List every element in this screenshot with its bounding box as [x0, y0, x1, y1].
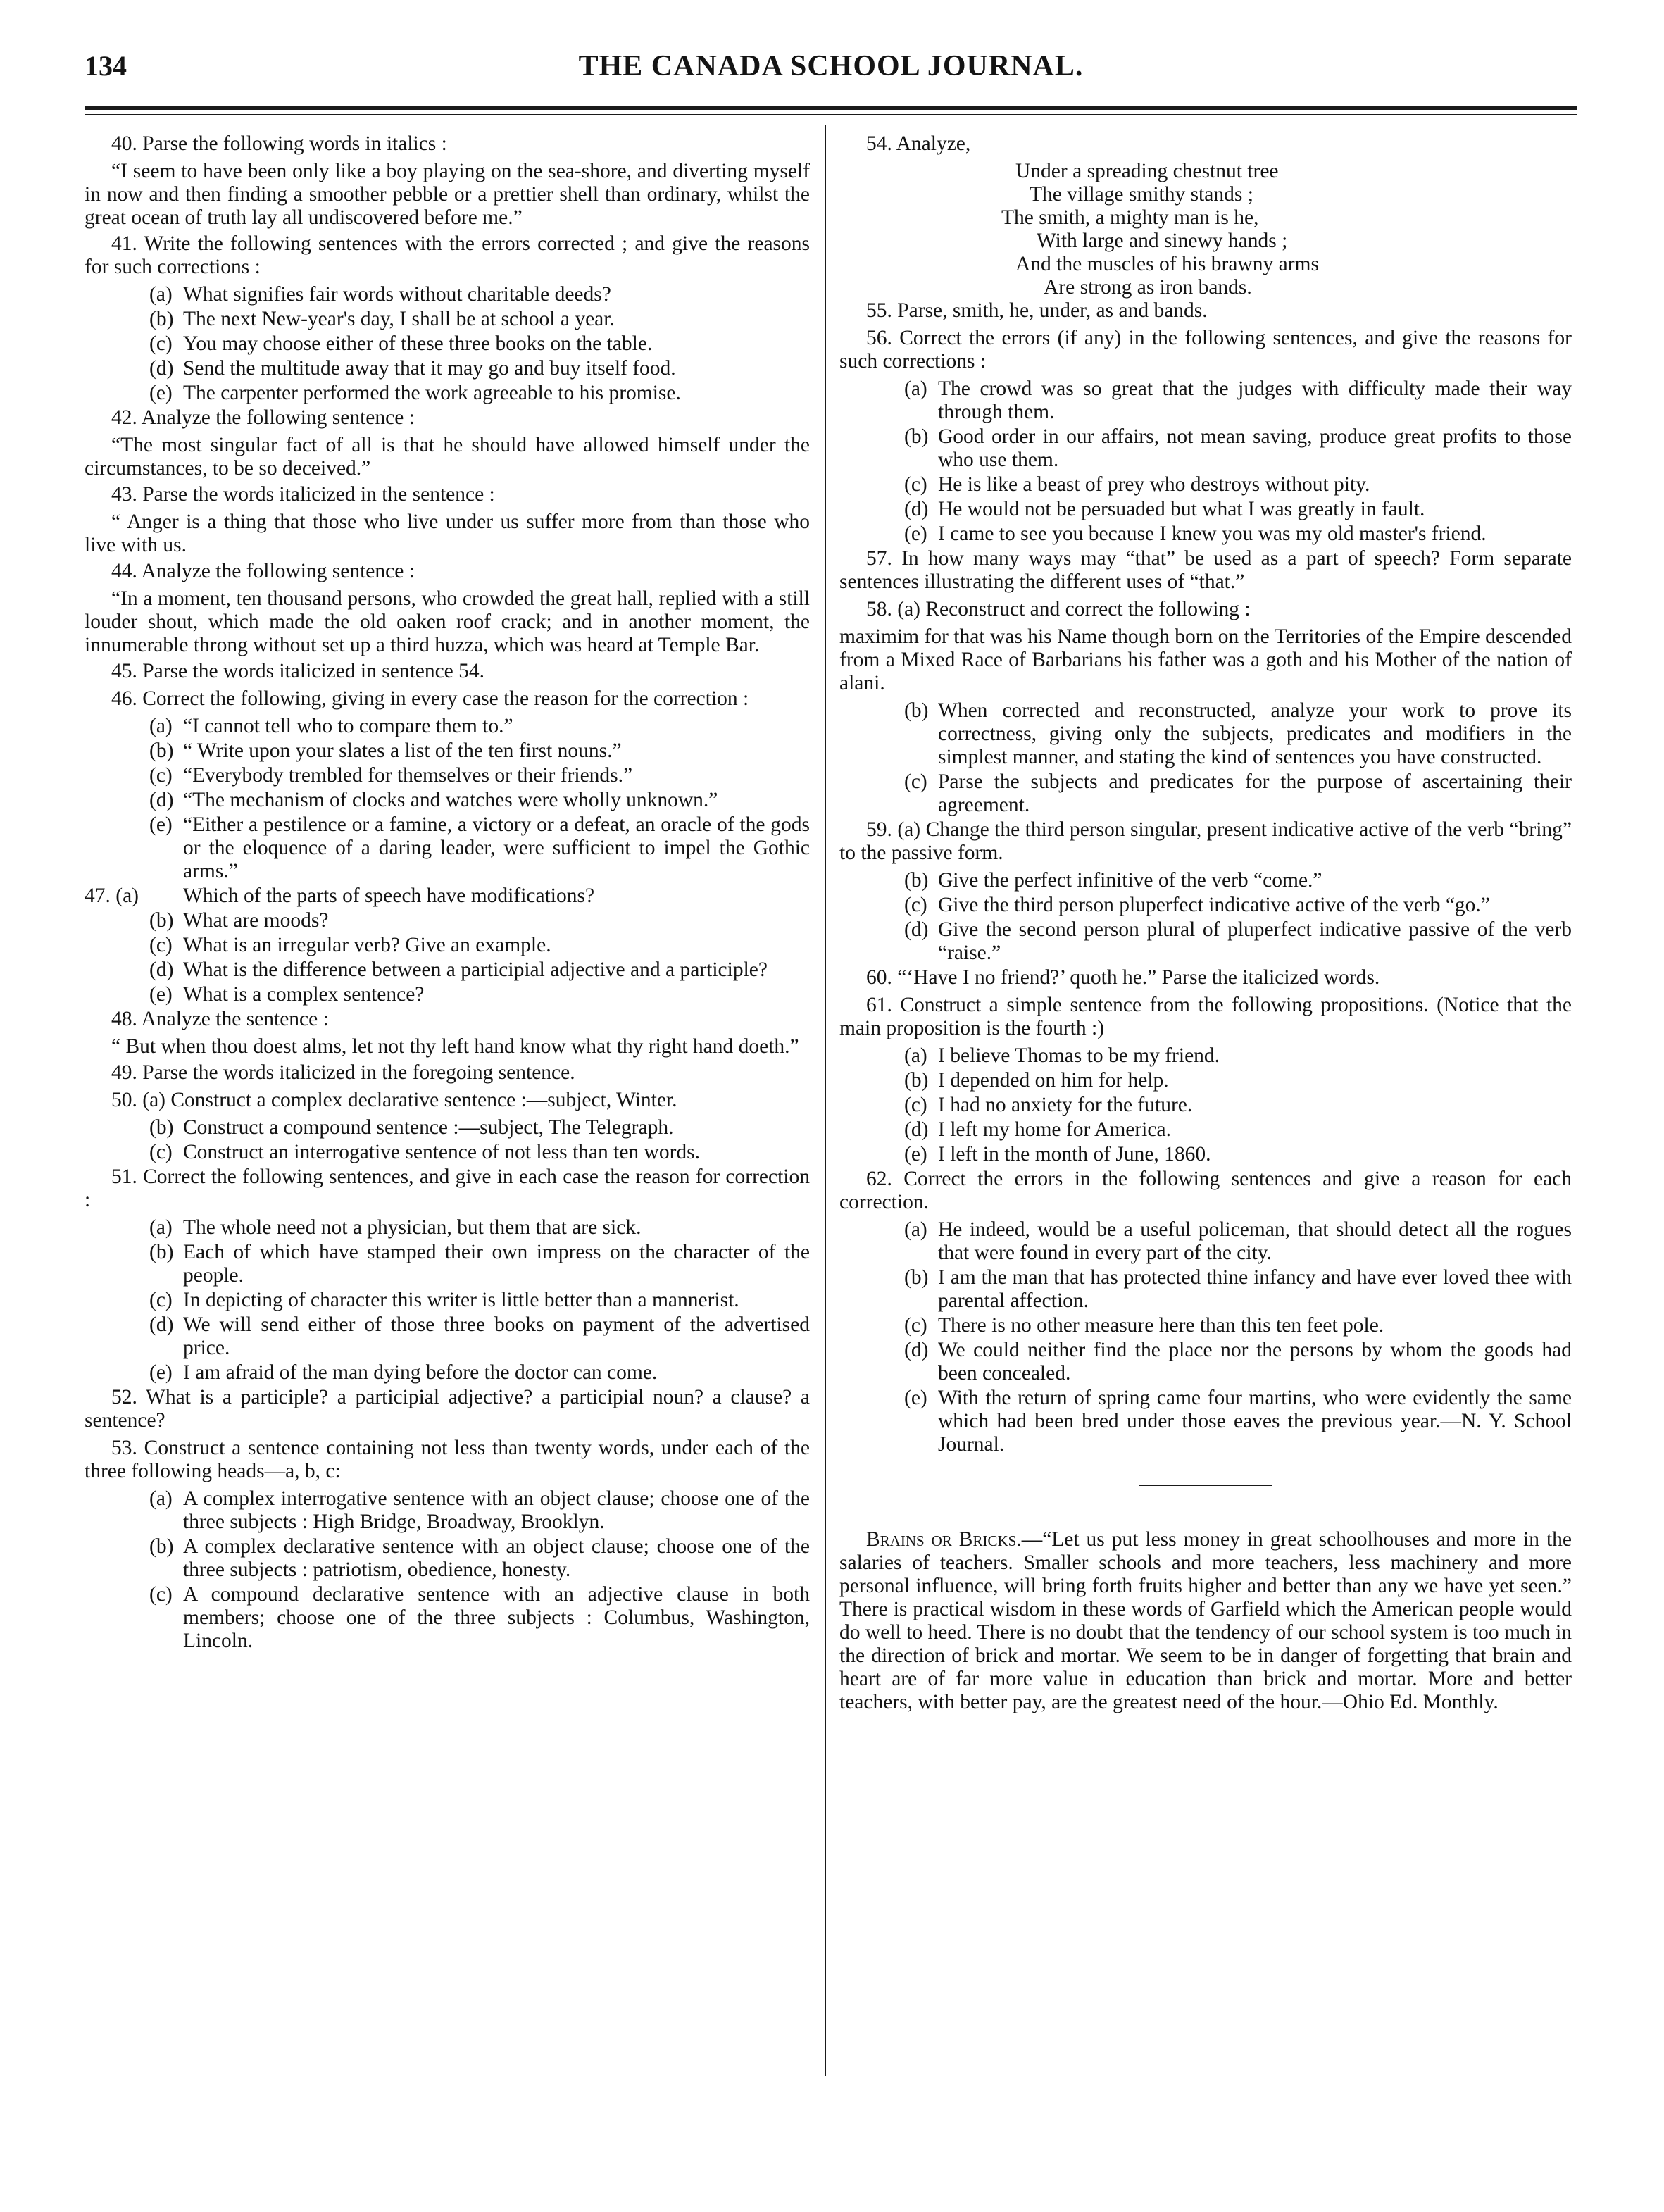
article-body: —“Let us put less money in great schoolhouses and more in the salaries of teachers. Smaller schools and more teachers, less machinery and more personal influence, will bring forth fruits higher and better than any we have yet seen.” There is practical wisdom in these words of Garfield which the American people would do well to heed. There is no doubt that the tendency of our school system is too much in the direction of brick and mortar. We seem to be in danger of forgetting that brain and heart are of far more value in education than brick and mortar. More and better teachers, with better pay, are the greatest need of the hour.—Ohio Ed. Monthly. — [839, 1528, 1572, 1713]
sub-question — [839, 523, 1572, 546]
sub-question — [85, 1289, 810, 1312]
sub-question — [839, 473, 1572, 496]
item-text: The whole need not a physician, but them that are sick. — [183, 1216, 642, 1239]
item-marker: (c) — [904, 1314, 927, 1337]
item-marker: (c) — [904, 770, 927, 793]
question: 60. “‘Have I no friend?’ quoth he.” Parse the italicized words. — [866, 966, 1380, 989]
verse-stanza — [839, 160, 1572, 299]
item-marker: (a) — [904, 1218, 927, 1241]
quoted-passage: “ Anger is a thing that those who live under us suffer more from than those who live with us. — [85, 511, 810, 556]
item-text: I left my home for America. — [938, 1118, 1171, 1141]
quoted-passage: “The most singular fact of all is that he should have allowed himself under the circumstances, to be so deceived.” — [85, 434, 810, 480]
item-marker: (d) — [149, 958, 174, 981]
item-text: “ Write upon your slates a list of the ten first nouns.” — [183, 739, 622, 762]
question: 40. Parse the following words in italics : — [111, 132, 447, 155]
item-marker: (d) — [904, 498, 929, 520]
question: 50. (a) Construct a complex declarative sentence :—subject, Winter. — [111, 1089, 677, 1111]
item-text: Send the multitude away that it may go and buy itself food. — [183, 357, 676, 380]
sub-question — [839, 377, 1572, 424]
sub-question — [85, 382, 810, 405]
item-text: Each of which have stamped their own impress on the character of the people. — [183, 1241, 810, 1287]
verse-line: Are strong as iron bands. — [1044, 276, 1252, 299]
item-marker: (b) — [904, 699, 929, 722]
sub-question — [85, 1116, 810, 1139]
verse-line: Under a spreading chestnut tree — [1015, 160, 1279, 182]
question: 58. (a) Reconstruct and correct the following : — [866, 598, 1251, 620]
item-marker: (e) — [149, 813, 173, 836]
item-marker: (b) — [149, 909, 174, 932]
page-number: 134 — [85, 50, 127, 82]
item-text: What signifies fair words without charitable deeds? — [183, 283, 611, 306]
item-marker: (c) — [149, 934, 173, 956]
sub-question — [839, 1266, 1572, 1313]
item-text: With the return of spring came four martins, who were evidently the same which had been bred under those eaves the previous year.—N. Y. School Journal. — [938, 1387, 1572, 1456]
item-text: Good order in our affairs, not mean saving, produce great profits to those who use them. — [938, 425, 1572, 471]
sub-question — [839, 425, 1572, 472]
item-marker: (b) — [149, 1116, 174, 1139]
sub-question — [839, 770, 1572, 817]
item-text: I depended on him for help. — [938, 1069, 1169, 1092]
quoted-passage: “I seem to have been only like a boy playing on the sea-shore, and diverting myself in now and then finding a smoother pebble or a prettier shell than ordinary, whilst the great ocean of truth lay all undiscovered before me.” — [85, 160, 810, 229]
item-text: We could neither find the place nor the persons by whom the goods had been concealed. — [938, 1339, 1572, 1385]
item-marker: (b) — [149, 1535, 174, 1558]
sub-question — [85, 1241, 810, 1287]
item-marker: (c) — [904, 1094, 927, 1116]
sub-question — [85, 739, 810, 763]
sub-question — [839, 894, 1572, 917]
sub-question — [839, 1387, 1572, 1456]
sub-question — [839, 1069, 1572, 1092]
item-marker: (c) — [149, 1583, 173, 1606]
sub-question — [85, 789, 810, 812]
sub-question — [85, 909, 810, 932]
verse-line: With large and sinewy hands ; — [1037, 230, 1288, 252]
item-marker: (a) — [149, 283, 173, 306]
question: 43. Parse the words italicized in the sentence : — [111, 483, 495, 506]
passage-text: maximim for that was his Name though born on the Territories of the Empire descended from a Mixed Race of Barbarians his father was a goth and his Mother of the nation of alani. — [839, 625, 1572, 694]
item-text: Give the perfect infinitive of the verb “come.” — [938, 869, 1322, 892]
sub-question — [85, 1361, 810, 1385]
sub-question — [85, 332, 810, 356]
item-text: The carpenter performed the work agreeable to his promise. — [183, 382, 681, 404]
item-text: In depicting of character this writer is little better than a mannerist. — [183, 1289, 739, 1311]
sub-question — [85, 983, 810, 1006]
item-text: I am the man that has protected thine infancy and have ever loved thee with parental affection. — [938, 1266, 1572, 1312]
question: 42. Analyze the following sentence : — [111, 406, 415, 429]
item-marker: (e) — [904, 1387, 927, 1409]
question: 51. Correct the following sentences, and give in each case the reason for correction : — [85, 1166, 810, 1211]
item-text: There is no other measure here than this ten feet pole. — [938, 1314, 1384, 1337]
sub-question — [85, 934, 810, 957]
item-marker: (d) — [904, 1118, 929, 1141]
item-marker: (c) — [149, 1289, 173, 1311]
verse-line: The village smithy stands ; — [1030, 183, 1253, 206]
question: 59. (a) Change the third person singular, present indicative active of the verb “bring” to the passive form. — [839, 818, 1572, 864]
question: 62. Correct the errors in the following sentences and give a reason for each correction. — [839, 1168, 1572, 1213]
question: 56. Correct the errors (if any) in the following sentences, and give the reasons for such corrections : — [839, 327, 1572, 373]
item-marker: (c) — [149, 764, 173, 787]
item-marker: (e) — [904, 1143, 927, 1166]
item-text: What are moods? — [183, 909, 329, 932]
item-text: When corrected and reconstructed, analyze your work to prove its correctness, giving only the subjects, predicates and modifiers in the simplest manner, and stating the kind of sentences you have constructed. — [938, 699, 1572, 768]
item-marker: (d) — [149, 1313, 174, 1336]
item-text: I left in the month of June, 1860. — [938, 1143, 1211, 1166]
header-rule-thick — [85, 106, 1577, 110]
sub-question — [85, 1141, 810, 1164]
sub-question — [839, 498, 1572, 521]
item-text: He is like a beast of prey who destroys without pity. — [938, 473, 1370, 496]
article-heading: Brains or Bricks. — [866, 1528, 1022, 1551]
item-marker: (a) — [149, 1487, 173, 1510]
sub-question — [85, 308, 810, 331]
question: 54. Analyze, — [866, 132, 971, 155]
section-separator — [1139, 1485, 1272, 1486]
item-marker: (e) — [149, 983, 173, 1006]
item-text: “I cannot tell who to compare them to.” — [183, 715, 513, 737]
item-text: A compound declarative sentence with an adjective clause in both members; choose one of the three subjects : Columbus, Washington, Lincoln. — [183, 1583, 810, 1652]
sub-question — [85, 764, 810, 787]
item-text: You may choose either of these three books on the table. — [183, 332, 653, 355]
item-marker: (b) — [149, 308, 174, 330]
item-text: Construct a compound sentence :—subject, The Telegraph. — [183, 1116, 674, 1139]
item-text: Which of the parts of speech have modifications? — [183, 885, 595, 907]
item-text: Give the second person plural of pluperfect indicative passive of the verb “raise.” — [938, 918, 1572, 964]
sub-question — [839, 1118, 1572, 1142]
item-marker: (b) — [904, 1069, 929, 1092]
item-marker: (b) — [904, 869, 929, 892]
sub-question — [85, 885, 810, 908]
item-marker: (c) — [149, 332, 173, 355]
item-marker: (b) — [149, 1241, 174, 1263]
question: 49. Parse the words italicized in the foregoing sentence. — [111, 1061, 575, 1084]
question: 52. What is a participle? a participial adjective? a participial noun? a clause? a sentence? — [85, 1386, 810, 1432]
sub-question — [85, 1583, 810, 1653]
item-text: What is a complex sentence? — [183, 983, 425, 1006]
sub-question — [839, 1094, 1572, 1117]
item-marker: (d) — [904, 918, 929, 941]
question: 55. Parse, smith, he, under, as and bands. — [866, 299, 1208, 322]
item-text: “The mechanism of clocks and watches were wholly unknown.” — [183, 789, 718, 811]
sub-question — [839, 1339, 1572, 1385]
item-marker: (e) — [904, 523, 927, 545]
item-text: We will send either of those three books on payment of the advertised price. — [183, 1313, 810, 1359]
item-marker: (c) — [149, 1141, 173, 1163]
item-marker: (c) — [904, 473, 927, 496]
sub-question — [85, 1535, 810, 1582]
sub-question — [85, 1216, 810, 1239]
sub-question — [85, 1313, 810, 1360]
column-divider — [825, 125, 826, 2076]
verse-line: And the muscles of his brawny arms — [1015, 253, 1319, 275]
sub-question — [839, 869, 1572, 892]
left-column — [85, 132, 810, 1654]
question: 53. Construct a sentence containing not less than twenty words, under each of the three following heads—a, b, c: — [85, 1437, 810, 1482]
question: 45. Parse the words italicized in sentence 54. — [111, 660, 485, 682]
quoted-passage: “In a moment, ten thousand persons, who crowded the great hall, replied with a still louder shout, which made the old oaken roof crack; and in another moment, the innumerable throng without set up a third huzza, which was heard at Temple Bar. — [85, 587, 810, 656]
sub-question — [85, 357, 810, 380]
sub-question — [839, 1314, 1572, 1337]
sub-question — [85, 958, 810, 982]
item-text: Parse the subjects and predicates for the purpose of ascertaining their agreement. — [938, 770, 1572, 816]
item-marker: (b) — [904, 1266, 929, 1289]
item-text: He would not be persuaded but what I was greatly in fault. — [938, 498, 1425, 520]
item-text: A complex interrogative sentence with an object clause; choose one of the three subjects : High Bridge, Broadway, Brooklyn. — [183, 1487, 810, 1533]
item-text: Construct an interrogative sentence of not less than ten words. — [183, 1141, 701, 1163]
item-text: I came to see you because I knew you was my old master's friend. — [938, 523, 1487, 545]
sub-question — [839, 1218, 1572, 1265]
item-marker: (d) — [904, 1339, 929, 1361]
item-text: A complex declarative sentence with an object clause; choose one of the three subjects : patriotism, obedience, honesty. — [183, 1535, 810, 1581]
question: 44. Analyze the following sentence : — [111, 560, 415, 582]
question: 61. Construct a simple sentence from the following propositions. (Notice that the main proposition is the fourth :) — [839, 994, 1572, 1039]
item-marker: (a) — [149, 715, 173, 737]
item-marker: (b) — [149, 739, 174, 762]
item-marker: (c) — [904, 894, 927, 916]
right-column — [839, 132, 1572, 1714]
sub-question — [85, 715, 810, 738]
right-column-questions — [839, 132, 1572, 1456]
journal-title: THE CANADA SCHOOL JOURNAL. — [578, 50, 1084, 82]
item-marker: (b) — [904, 425, 929, 448]
item-text: What is the difference between a participial adjective and a participle? — [183, 958, 768, 981]
item-text: “Either a pestilence or a famine, a victory or a defeat, an oracle of the gods or the eloquence of a daring leader, were sufficient to impel the Gothic arms.” — [183, 813, 810, 882]
question: 46. Correct the following, giving in every case the reason for the correction : — [111, 687, 749, 710]
item-text: The next New-year's day, I shall be at school a year. — [183, 308, 615, 330]
item-text: I am afraid of the man dying before the doctor can come. — [183, 1361, 658, 1384]
sub-question — [839, 1143, 1572, 1166]
item-text: What is an irregular verb? Give an example. — [183, 934, 551, 956]
item-text: The crowd was so great that the judges with difficulty made their way through them. — [938, 377, 1572, 423]
page-header — [85, 49, 1577, 106]
quoted-passage: “ But when thou doest alms, let not thy left hand know what thy right hand doeth.” — [111, 1035, 799, 1058]
item-marker: (d) — [149, 357, 174, 380]
brains-or-bricks-article — [839, 1528, 1572, 1714]
item-text: I believe Thomas to be my friend. — [938, 1044, 1220, 1067]
sub-question — [839, 918, 1572, 965]
item-text: I had no anxiety for the future. — [938, 1094, 1193, 1116]
item-marker: (a) — [904, 377, 927, 400]
sub-question — [839, 699, 1572, 769]
sub-question — [85, 813, 810, 883]
question: 57. In how many ways may “that” be used as a part of speech? Form separate sentences illustrating the different uses of “that.” — [839, 547, 1572, 593]
sub-question — [839, 1044, 1572, 1068]
item-marker: (d) — [149, 789, 174, 811]
item-marker: 47. (a) — [85, 885, 139, 907]
question: 48. Analyze the sentence : — [111, 1008, 329, 1030]
question: 41. Write the following sentences with the errors corrected ; and give the reasons for such corrections : — [85, 232, 810, 278]
item-text: “Everybody trembled for themselves or their friends.” — [183, 764, 633, 787]
sub-question — [85, 1487, 810, 1534]
item-marker: (a) — [904, 1044, 927, 1067]
item-text: Give the third person pluperfect indicative active of the verb “go.” — [938, 894, 1490, 916]
item-marker: (e) — [149, 1361, 173, 1384]
item-marker: (a) — [149, 1216, 173, 1239]
item-text: He indeed, would be a useful policeman, that should detect all the rogues that were found in every part of the city. — [938, 1218, 1572, 1264]
sub-question — [85, 283, 810, 306]
header-rule-thin — [85, 114, 1577, 115]
verse-line: The smith, a mighty man is he, — [1001, 206, 1259, 229]
item-marker: (e) — [149, 382, 173, 404]
